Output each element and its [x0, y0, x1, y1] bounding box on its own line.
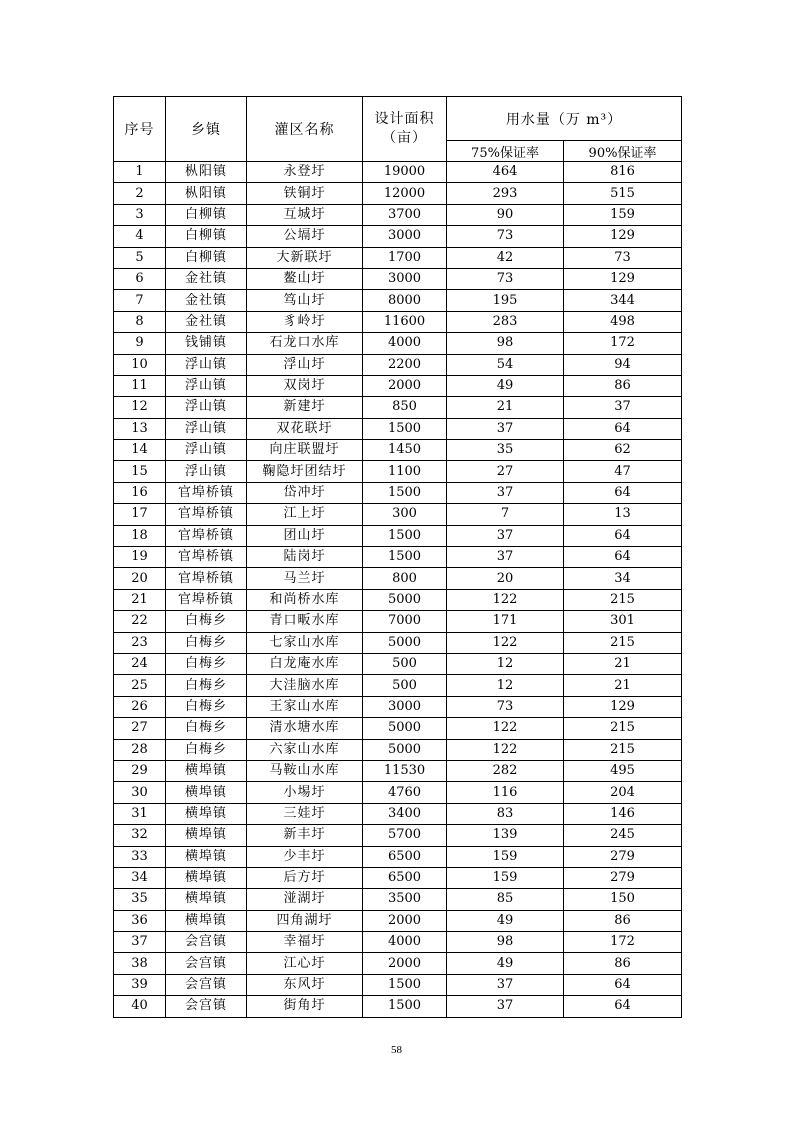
- cell-area: 2200: [363, 354, 447, 375]
- cell-area: 850: [363, 397, 447, 418]
- cell-district: 白龙庵水库: [247, 653, 363, 674]
- cell-area: 1100: [363, 461, 447, 482]
- cell-p90: 37: [564, 397, 682, 418]
- cell-area: 1500: [363, 525, 447, 546]
- cell-index: 7: [114, 290, 166, 311]
- cell-area: 12000: [363, 183, 447, 204]
- cell-town: 浮山镇: [166, 397, 247, 418]
- cell-area: 2000: [363, 375, 447, 396]
- cell-p90: 129: [564, 696, 682, 717]
- cell-p90: 344: [564, 290, 682, 311]
- table-header: [114, 97, 682, 162]
- cell-index: 35: [114, 889, 166, 910]
- cell-index: 25: [114, 675, 166, 696]
- cell-district: 鳌山圩: [247, 268, 363, 289]
- cell-area: 6500: [363, 846, 447, 867]
- cell-p90: 279: [564, 846, 682, 867]
- table-row: [114, 889, 682, 910]
- cell-index: 29: [114, 760, 166, 781]
- cell-district: 少丰圩: [247, 846, 363, 867]
- cell-town: 官埠桥镇: [166, 525, 247, 546]
- header-p75: 75%保证率: [447, 141, 564, 162]
- cell-index: 16: [114, 482, 166, 503]
- cell-town: 浮山镇: [166, 375, 247, 396]
- cell-area: 1500: [363, 418, 447, 439]
- cell-area: 1700: [363, 247, 447, 268]
- cell-p90: 62: [564, 440, 682, 461]
- table-row: [114, 354, 682, 375]
- cell-district: 江上圩: [247, 504, 363, 525]
- cell-p90: 64: [564, 974, 682, 995]
- page-number: 58: [391, 1044, 402, 1056]
- cell-district: 公塥圩: [247, 226, 363, 247]
- table-row: [114, 418, 682, 439]
- cell-district: 向庄联盟圩: [247, 440, 363, 461]
- cell-p90: 498: [564, 311, 682, 332]
- table-row: [114, 290, 682, 311]
- cell-district: 互城圩: [247, 204, 363, 225]
- table-row: [114, 653, 682, 674]
- cell-district: 后方圩: [247, 867, 363, 888]
- cell-town: 白梅乡: [166, 653, 247, 674]
- cell-district: 豸岭圩: [247, 311, 363, 332]
- cell-area: 11530: [363, 760, 447, 781]
- cell-index: 13: [114, 418, 166, 439]
- cell-town: 浮山镇: [166, 440, 247, 461]
- cell-district: 双岗圩: [247, 375, 363, 396]
- cell-p75: 98: [447, 333, 564, 354]
- cell-district: 笃山圩: [247, 290, 363, 311]
- cell-p75: 42: [447, 247, 564, 268]
- cell-p75: 122: [447, 632, 564, 653]
- cell-p90: 301: [564, 611, 682, 632]
- cell-index: 6: [114, 268, 166, 289]
- cell-area: 1500: [363, 974, 447, 995]
- cell-p90: 64: [564, 996, 682, 1017]
- cell-district: 东风圩: [247, 974, 363, 995]
- cell-p75: 159: [447, 867, 564, 888]
- cell-district: 三娃圩: [247, 803, 363, 824]
- table-row: [114, 739, 682, 760]
- cell-town: 官埠桥镇: [166, 568, 247, 589]
- cell-town: 官埠桥镇: [166, 589, 247, 610]
- cell-area: 2000: [363, 910, 447, 931]
- table-row: [114, 996, 682, 1017]
- cell-p90: 172: [564, 932, 682, 953]
- cell-p75: 54: [447, 354, 564, 375]
- cell-p90: 86: [564, 375, 682, 396]
- cell-p75: 282: [447, 760, 564, 781]
- table-row: [114, 547, 682, 568]
- cell-index: 30: [114, 782, 166, 803]
- header-p90: 90%保证率: [564, 141, 682, 162]
- cell-town: 白梅乡: [166, 675, 247, 696]
- cell-area: 3000: [363, 226, 447, 247]
- cell-p90: 172: [564, 333, 682, 354]
- cell-p90: 94: [564, 354, 682, 375]
- cell-p90: 204: [564, 782, 682, 803]
- table-row: [114, 204, 682, 225]
- cell-p75: 37: [447, 418, 564, 439]
- table-row: [114, 696, 682, 717]
- cell-area: 3500: [363, 889, 447, 910]
- cell-area: 800: [363, 568, 447, 589]
- cell-p90: 495: [564, 760, 682, 781]
- cell-town: 会宫镇: [166, 996, 247, 1017]
- cell-p75: 21: [447, 397, 564, 418]
- cell-district: 和尚桥水库: [247, 589, 363, 610]
- header-area-line2: （亩）: [382, 130, 427, 146]
- table-row: [114, 611, 682, 632]
- cell-area: 500: [363, 653, 447, 674]
- cell-p90: 13: [564, 504, 682, 525]
- cell-index: 31: [114, 803, 166, 824]
- cell-town: 白柳镇: [166, 247, 247, 268]
- cell-p75: 293: [447, 183, 564, 204]
- cell-p90: 215: [564, 632, 682, 653]
- cell-town: 会宫镇: [166, 932, 247, 953]
- cell-district: 街角圩: [247, 996, 363, 1017]
- cell-p75: 49: [447, 375, 564, 396]
- cell-index: 9: [114, 333, 166, 354]
- table-row: [114, 482, 682, 503]
- cell-p75: 37: [447, 525, 564, 546]
- cell-p75: 195: [447, 290, 564, 311]
- header-district: 灌区名称: [247, 97, 363, 162]
- cell-index: 4: [114, 226, 166, 247]
- cell-p90: 816: [564, 162, 682, 183]
- cell-index: 26: [114, 696, 166, 717]
- cell-area: 1450: [363, 440, 447, 461]
- cell-index: 27: [114, 718, 166, 739]
- table-row: [114, 525, 682, 546]
- cell-district: 王家山水库: [247, 696, 363, 717]
- cell-town: 横埠镇: [166, 782, 247, 803]
- cell-town: 横埠镇: [166, 846, 247, 867]
- cell-town: 浮山镇: [166, 418, 247, 439]
- irrigation-table: [113, 96, 682, 1018]
- cell-p90: 47: [564, 461, 682, 482]
- header-town: 乡镇: [166, 97, 247, 162]
- table-row: [114, 162, 682, 183]
- cell-index: 37: [114, 932, 166, 953]
- table-row: [114, 333, 682, 354]
- cell-p90: 21: [564, 653, 682, 674]
- cell-district: 双花联圩: [247, 418, 363, 439]
- cell-p90: 64: [564, 547, 682, 568]
- cell-p75: 35: [447, 440, 564, 461]
- cell-p75: 73: [447, 696, 564, 717]
- cell-town: 横埠镇: [166, 867, 247, 888]
- cell-area: 8000: [363, 290, 447, 311]
- cell-area: 1500: [363, 996, 447, 1017]
- header-water: 用水量（万 m³）: [447, 97, 682, 141]
- cell-area: 3000: [363, 268, 447, 289]
- cell-area: 3700: [363, 204, 447, 225]
- cell-town: 白梅乡: [166, 718, 247, 739]
- cell-index: 18: [114, 525, 166, 546]
- cell-index: 36: [114, 910, 166, 931]
- cell-p90: 515: [564, 183, 682, 204]
- cell-town: 横埠镇: [166, 760, 247, 781]
- cell-index: 34: [114, 867, 166, 888]
- cell-index: 3: [114, 204, 166, 225]
- cell-town: 白梅乡: [166, 739, 247, 760]
- cell-town: 金社镇: [166, 311, 247, 332]
- cell-town: 横埠镇: [166, 803, 247, 824]
- table-row: [114, 718, 682, 739]
- cell-p90: 129: [564, 268, 682, 289]
- cell-index: 17: [114, 504, 166, 525]
- cell-index: 22: [114, 611, 166, 632]
- cell-p75: 73: [447, 268, 564, 289]
- cell-area: 5000: [363, 718, 447, 739]
- cell-index: 19: [114, 547, 166, 568]
- cell-index: 38: [114, 953, 166, 974]
- cell-index: 33: [114, 846, 166, 867]
- cell-town: 枞阳镇: [166, 162, 247, 183]
- table-row: [114, 461, 682, 482]
- cell-district: 马鞍山水库: [247, 760, 363, 781]
- cell-p90: 159: [564, 204, 682, 225]
- cell-district: 小埸圩: [247, 782, 363, 803]
- cell-index: 5: [114, 247, 166, 268]
- cell-area: 6500: [363, 867, 447, 888]
- cell-district: 鞠隐圩团结圩: [247, 461, 363, 482]
- cell-district: 铁铜圩: [247, 183, 363, 204]
- table-body: [114, 162, 682, 1018]
- cell-p75: 98: [447, 932, 564, 953]
- cell-p90: 245: [564, 825, 682, 846]
- cell-p90: 86: [564, 953, 682, 974]
- cell-area: 4760: [363, 782, 447, 803]
- table-row: [114, 846, 682, 867]
- cell-district: 浮山圩: [247, 354, 363, 375]
- cell-district: 岱冲圩: [247, 482, 363, 503]
- cell-p75: 37: [447, 547, 564, 568]
- cell-index: 23: [114, 632, 166, 653]
- cell-town: 会宫镇: [166, 974, 247, 995]
- cell-district: 清水塘水库: [247, 718, 363, 739]
- cell-p75: 116: [447, 782, 564, 803]
- table-row: [114, 397, 682, 418]
- cell-p90: 64: [564, 418, 682, 439]
- cell-p75: 122: [447, 589, 564, 610]
- cell-p75: 37: [447, 996, 564, 1017]
- cell-area: 11600: [363, 311, 447, 332]
- cell-district: 新建圩: [247, 397, 363, 418]
- cell-index: 1: [114, 162, 166, 183]
- table-row: [114, 825, 682, 846]
- cell-p75: 7: [447, 504, 564, 525]
- cell-index: 11: [114, 375, 166, 396]
- cell-district: 六家山水库: [247, 739, 363, 760]
- cell-p75: 83: [447, 803, 564, 824]
- cell-p90: 64: [564, 482, 682, 503]
- cell-town: 会宫镇: [166, 953, 247, 974]
- cell-area: 7000: [363, 611, 447, 632]
- cell-p75: 12: [447, 653, 564, 674]
- cell-p75: 37: [447, 974, 564, 995]
- cell-index: 10: [114, 354, 166, 375]
- cell-index: 32: [114, 825, 166, 846]
- table-row: [114, 932, 682, 953]
- cell-p75: 73: [447, 226, 564, 247]
- cell-district: 新丰圩: [247, 825, 363, 846]
- cell-area: 1500: [363, 547, 447, 568]
- cell-index: 24: [114, 653, 166, 674]
- table-row: [114, 504, 682, 525]
- table-row: [114, 589, 682, 610]
- cell-town: 浮山镇: [166, 461, 247, 482]
- cell-p90: 86: [564, 910, 682, 931]
- table-row: [114, 675, 682, 696]
- cell-p75: 122: [447, 739, 564, 760]
- cell-p75: 122: [447, 718, 564, 739]
- cell-index: 21: [114, 589, 166, 610]
- cell-area: 5000: [363, 739, 447, 760]
- cell-index: 15: [114, 461, 166, 482]
- cell-town: 官埠桥镇: [166, 547, 247, 568]
- cell-town: 白梅乡: [166, 611, 247, 632]
- cell-area: 19000: [363, 162, 447, 183]
- cell-district: 幸福圩: [247, 932, 363, 953]
- cell-district: 马兰圩: [247, 568, 363, 589]
- cell-district: 大洼脑水库: [247, 675, 363, 696]
- cell-p75: 283: [447, 311, 564, 332]
- cell-index: 20: [114, 568, 166, 589]
- cell-town: 浮山镇: [166, 354, 247, 375]
- table-row: [114, 632, 682, 653]
- table-row: [114, 974, 682, 995]
- cell-area: 1500: [363, 482, 447, 503]
- cell-p90: 64: [564, 525, 682, 546]
- cell-town: 钱铺镇: [166, 333, 247, 354]
- cell-town: 金社镇: [166, 290, 247, 311]
- table-row: [114, 803, 682, 824]
- cell-area: 5700: [363, 825, 447, 846]
- cell-p75: 139: [447, 825, 564, 846]
- cell-town: 横埠镇: [166, 825, 247, 846]
- cell-town: 白梅乡: [166, 632, 247, 653]
- table-row: [114, 183, 682, 204]
- cell-p75: 85: [447, 889, 564, 910]
- cell-area: 4000: [363, 932, 447, 953]
- cell-p90: 21: [564, 675, 682, 696]
- cell-town: 金社镇: [166, 268, 247, 289]
- cell-p75: 49: [447, 910, 564, 931]
- cell-p90: 279: [564, 867, 682, 888]
- cell-area: 2000: [363, 953, 447, 974]
- cell-area: 5000: [363, 589, 447, 610]
- header-area: [363, 97, 447, 162]
- cell-index: 39: [114, 974, 166, 995]
- cell-district: 青口畈水库: [247, 611, 363, 632]
- cell-p90: 129: [564, 226, 682, 247]
- cell-p75: 159: [447, 846, 564, 867]
- cell-p75: 27: [447, 461, 564, 482]
- table-row: [114, 375, 682, 396]
- header-index: 序号: [114, 97, 166, 162]
- table-row: [114, 782, 682, 803]
- cell-town: 官埠桥镇: [166, 482, 247, 503]
- table-row: [114, 268, 682, 289]
- cell-index: 28: [114, 739, 166, 760]
- cell-area: 3000: [363, 696, 447, 717]
- header-area-line1: 设计面积: [374, 111, 435, 127]
- cell-town: 横埠镇: [166, 910, 247, 931]
- cell-p75: 90: [447, 204, 564, 225]
- cell-district: 团山圩: [247, 525, 363, 546]
- cell-index: 2: [114, 183, 166, 204]
- cell-town: 白柳镇: [166, 204, 247, 225]
- table-row: [114, 247, 682, 268]
- table-row: [114, 867, 682, 888]
- cell-town: 白柳镇: [166, 226, 247, 247]
- cell-p75: 49: [447, 953, 564, 974]
- cell-district: 大新联圩: [247, 247, 363, 268]
- table-row: [114, 910, 682, 931]
- cell-district: 江心圩: [247, 953, 363, 974]
- cell-area: 4000: [363, 333, 447, 354]
- cell-index: 8: [114, 311, 166, 332]
- cell-p90: 146: [564, 803, 682, 824]
- table-row: [114, 953, 682, 974]
- cell-p90: 150: [564, 889, 682, 910]
- cell-p75: 171: [447, 611, 564, 632]
- cell-p90: 215: [564, 718, 682, 739]
- cell-index: 12: [114, 397, 166, 418]
- cell-district: 石龙口水库: [247, 333, 363, 354]
- cell-town: 官埠桥镇: [166, 504, 247, 525]
- cell-district: 陆岗圩: [247, 547, 363, 568]
- cell-index: 40: [114, 996, 166, 1017]
- cell-district: 永登圩: [247, 162, 363, 183]
- cell-town: 枞阳镇: [166, 183, 247, 204]
- table-row: [114, 311, 682, 332]
- cell-area: 5000: [363, 632, 447, 653]
- table-row: [114, 226, 682, 247]
- cell-area: 500: [363, 675, 447, 696]
- cell-p75: 37: [447, 482, 564, 503]
- cell-town: 白梅乡: [166, 696, 247, 717]
- cell-p90: 215: [564, 739, 682, 760]
- cell-district: 七家山水库: [247, 632, 363, 653]
- table-row: [114, 760, 682, 781]
- cell-p90: 215: [564, 589, 682, 610]
- cell-district: 湴湖圩: [247, 889, 363, 910]
- cell-area: 300: [363, 504, 447, 525]
- cell-p75: 20: [447, 568, 564, 589]
- table-row: [114, 440, 682, 461]
- cell-town: 横埠镇: [166, 889, 247, 910]
- cell-district: 四角湖圩: [247, 910, 363, 931]
- cell-p75: 464: [447, 162, 564, 183]
- cell-p90: 73: [564, 247, 682, 268]
- cell-p90: 34: [564, 568, 682, 589]
- table-row: [114, 568, 682, 589]
- cell-p75: 12: [447, 675, 564, 696]
- cell-index: 14: [114, 440, 166, 461]
- cell-area: 3400: [363, 803, 447, 824]
